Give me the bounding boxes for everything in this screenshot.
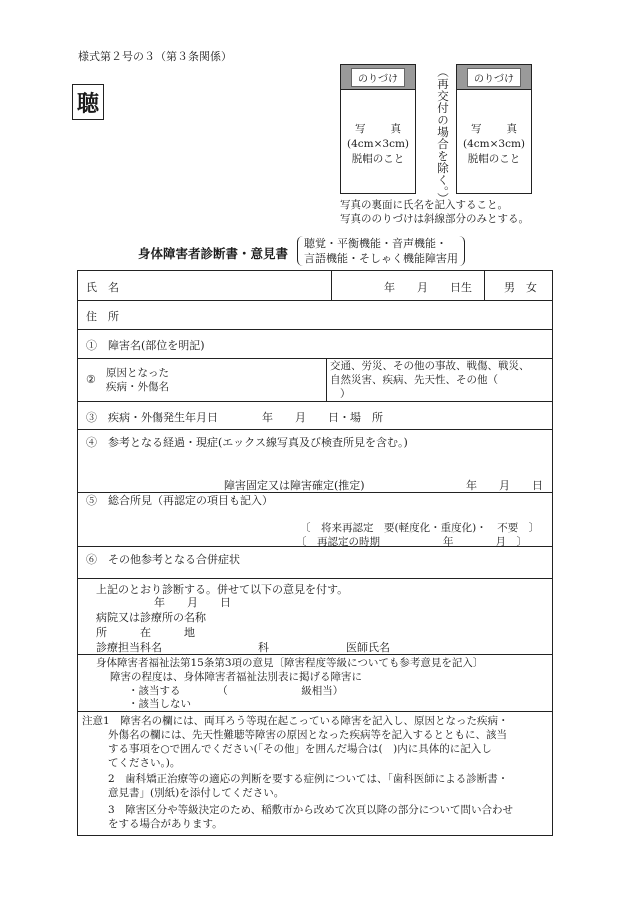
photo-box-left: [340, 64, 416, 194]
photo-label-right-b: 真: [506, 123, 517, 135]
item5-future-recert: 〔 将来再認定 要(軽度化・重度化)・ 不要 〕: [300, 522, 540, 534]
department-suffix: 科: [258, 641, 269, 654]
note3-line-a: 3 障害区分や等級決定のため、稲敷市から改めて次頁以降の部分について問い合わせ: [108, 804, 514, 816]
item4-fixed-date: 年 月 日: [466, 479, 543, 492]
department-label: 診療担当科名: [96, 641, 162, 654]
category-kanji-box: [72, 84, 104, 120]
photo-label-left-a: 写: [355, 123, 366, 135]
note2-line-a: 2 歯科矯正治療等の適応の判断を要する症例については、「歯科医師による診断書・: [108, 773, 509, 785]
name-label: 氏 名: [86, 281, 119, 294]
glue-label-left: のりづけ: [351, 68, 405, 87]
item2-label-1: 原因となった: [106, 367, 169, 379]
item4-fixed-label: 障害固定又は障害確定(推定): [224, 479, 365, 492]
hospital-name-label: 病院又は診療所の名称: [96, 611, 206, 624]
item2-option-3: ）: [340, 388, 351, 400]
address-label: 住 所: [86, 310, 119, 323]
glue-label-right: のりづけ: [467, 68, 521, 87]
note2-line-b: 意見書」(別紙)を添付してください。: [108, 787, 285, 799]
opinion-degree: 障害の程度は、身体障害者福祉法別表に掲げる障害に: [110, 671, 362, 683]
photo-hat-right: 脱帽のこと: [467, 153, 521, 165]
photo-size-right: (4cm×3cm): [462, 138, 526, 150]
item5-overall-findings: ⑤ 総合所見（再認定の項目も記入）: [86, 494, 273, 507]
sex-options: 男 女: [504, 281, 537, 294]
document-title: 身体障害者診断書・意見書: [138, 246, 289, 261]
birth-date: 年 月 日生: [384, 281, 472, 294]
photo-note-1: 写真の裏面に氏名を記入すること。: [340, 199, 508, 211]
note1-line-c: する事項を○で囲んでください(「その他」を囲んだ場合は( )内に具体的に記入し: [108, 743, 492, 755]
form-number: 様式第２号の３（第３条関係）: [78, 50, 232, 63]
diagnosis-date: 年 月 日: [154, 596, 231, 609]
glue-strip-left: [341, 65, 415, 90]
diagnosis-statement: 上記のとおり診断する。併せて以下の意見を付す。: [96, 583, 349, 596]
item5-recert-period: 〔 再認定の時期 年 月 〕: [296, 536, 527, 548]
item2-number: ②: [86, 373, 96, 386]
title-sub-2: 言語機能・そしゃく機能障害用: [304, 252, 458, 265]
opinion-not-applicable: ・該当しない: [128, 698, 191, 710]
glue-strip-right: [457, 65, 531, 90]
note1-line-b: 外傷名の欄には、先天性難聴等障害の原因となった疾病等を記入するとともに、該当: [108, 729, 507, 741]
reissue-note: （再交付の場合を除く。）: [436, 66, 450, 205]
category-kanji: 聴: [76, 90, 99, 117]
opinion-applicable: ・該当する （ 級相当）: [128, 685, 344, 697]
note1-line-a: 注意1 障害名の欄には、両耳ろう等現在起こっている障害を記入し、原因となった疾病・: [82, 715, 509, 727]
note1-line-d: てください。)。: [108, 757, 181, 769]
note3-line-b: をする場合があります。: [108, 818, 223, 830]
doctor-name-label: 医師氏名: [346, 641, 390, 654]
diagnosis-form: [77, 270, 553, 836]
photo-box-right: [456, 64, 532, 194]
item2-label-2: 疾病・外傷名: [106, 381, 169, 393]
photo-size-left: (4cm×3cm): [346, 138, 410, 150]
title-sub-1: 聴覚・平衡機能・音声機能・: [304, 237, 447, 250]
photo-label-right-a: 写: [471, 123, 482, 135]
item4-progress: ④ 参考となる経過・現症(エックス線写真及び検査所見を含む。): [86, 436, 408, 449]
photo-hat-left: 脱帽のこと: [351, 153, 405, 165]
item6-complications: ⑥ その他参考となる合併症状: [86, 553, 240, 566]
item2-option-1: 交通、労災、その他の事故、戦傷、戦災、: [330, 360, 530, 372]
item2-option-2: 自然災害、疾病、先天性、その他（: [330, 374, 498, 386]
title-subtype: [297, 236, 465, 266]
opinion-heading: 身体障害者福祉法第15条第3項の意見〔障害程度等級についても参考意見を記入〕: [96, 657, 484, 669]
item3-onset-date: ③ 疾病・外傷発生年月日 年 月 日・場 所: [86, 411, 383, 424]
photo-label-left-b: 真: [390, 123, 401, 135]
item1-disability-name: ① 障害名(部位を明記): [86, 339, 205, 352]
photo-note-2: 写真ののりづけは斜線部分のみとする。: [340, 213, 529, 225]
location-label: 所 在 地: [96, 626, 195, 639]
